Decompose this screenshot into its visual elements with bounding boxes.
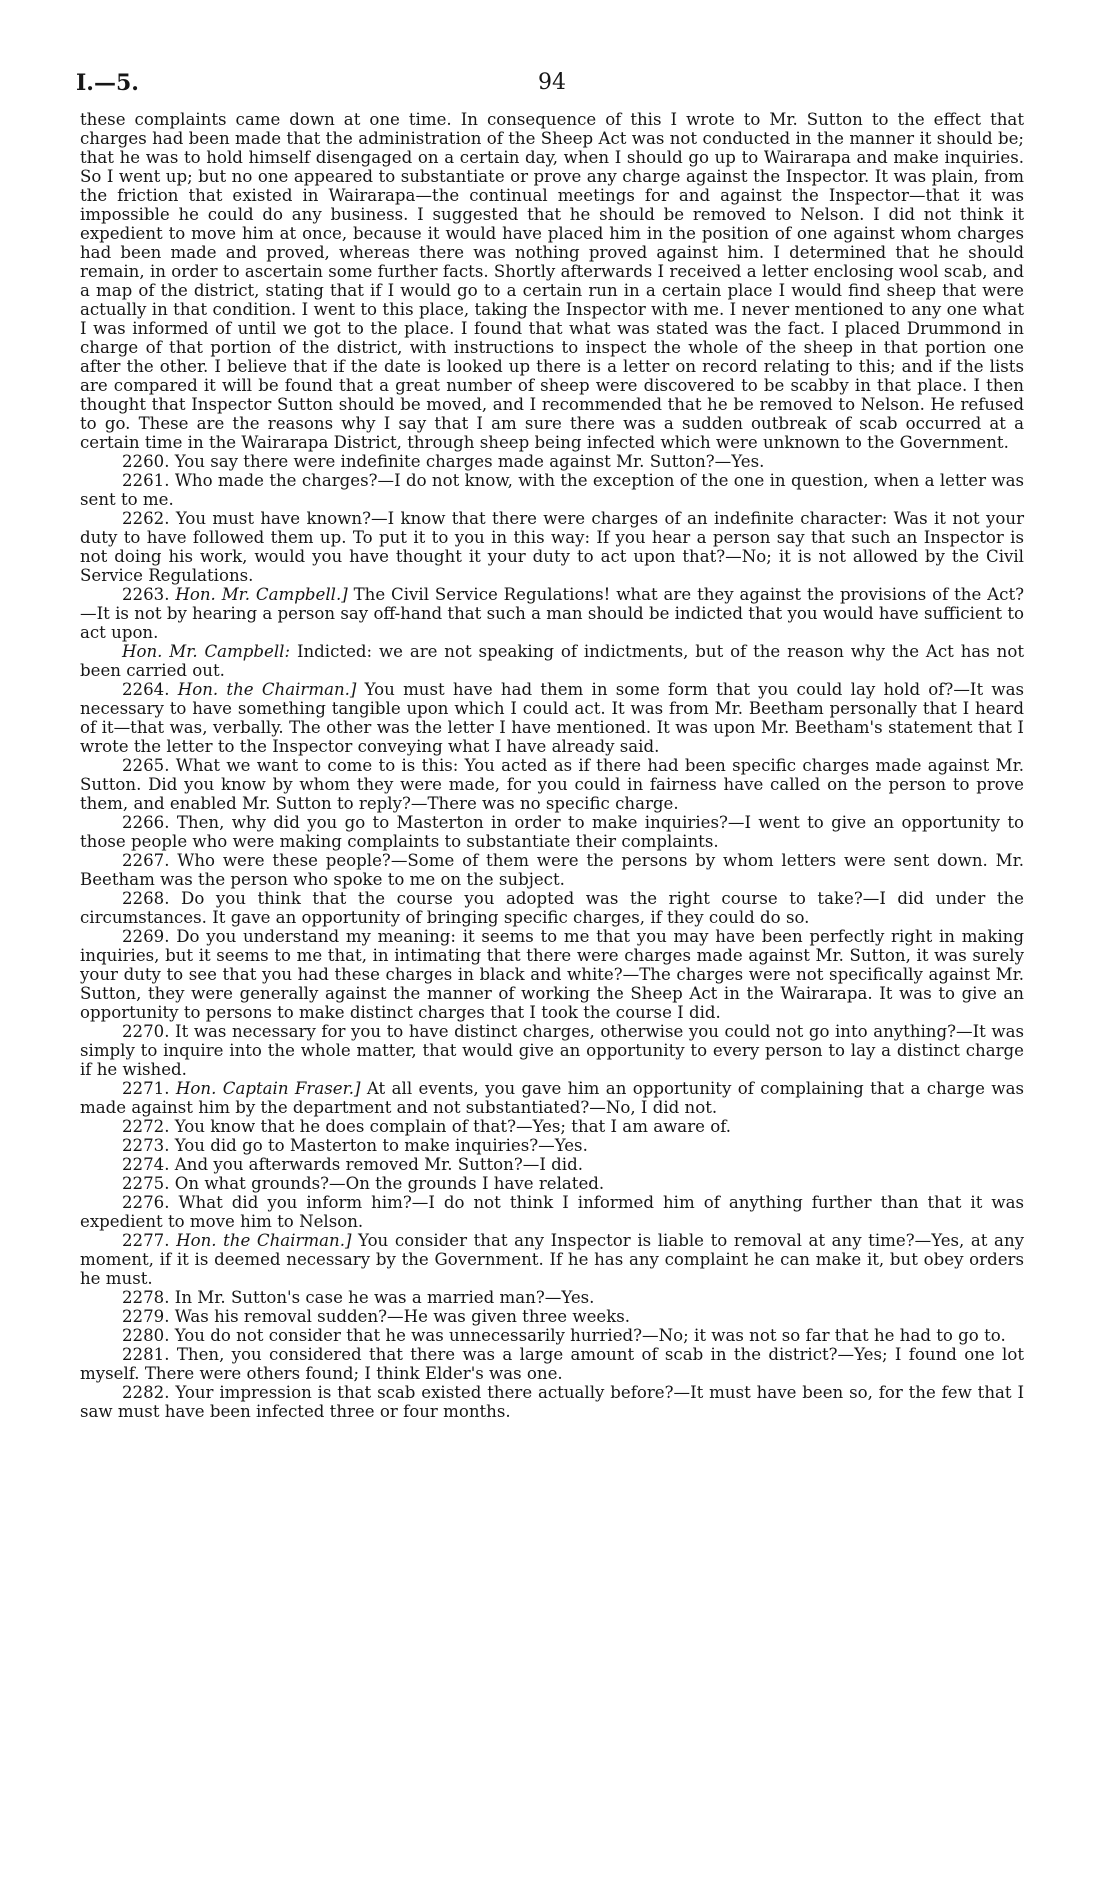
paragraph-text: 2261. Who made the charges?—I do not know, with the exception of the one in question, when a letter was sent to me. <box>80 471 1024 509</box>
question-paragraph <box>80 680 1024 756</box>
paragraph-text: Indicted: we are not speaking of indictments, but of the reason why the Act has not been carried out. <box>80 642 1024 680</box>
speaker-name: Hon. Mr. Campbell.] <box>175 585 348 604</box>
paragraph-text: You consider that any Inspector is liable to removal at any time?—Yes, at any moment, if it is deemed necessary by the Government. If he has any complaint he can make it, but obey orders he must. <box>80 1231 1025 1288</box>
paragraph-text: 2279. Was his removal sudden?—He was given three weeks. <box>122 1307 631 1326</box>
paragraph-text: 2270. It was necessary for you to have distinct charges, otherwise you could not go into anything?—It was simply to inquire into the whole matter, that would give an opportunity to every person to lay a distinct charge if he wished. <box>80 1022 1024 1079</box>
paragraph-text: 2268. Do you think that the course you adopted was the right course to take?—I did under the circumstances. It gave an opportunity of bringing specific charges, if they could do so. <box>80 889 1024 927</box>
page-number: 94 <box>538 70 566 95</box>
document-page <box>76 70 1025 1421</box>
speaker-name: Hon. the Chairman.] <box>177 680 357 699</box>
speaker-name: Hon. Captain Fraser.] <box>175 1079 361 1098</box>
question-number: 2271. <box>122 1079 176 1098</box>
evidence-text <box>80 110 1024 1421</box>
paragraph-text: 2273. You did go to Masterton to make inquiries?—Yes. <box>122 1136 588 1155</box>
question-paragraph <box>80 813 1024 851</box>
question-paragraph <box>80 509 1024 585</box>
question-number: 2263. <box>122 585 176 604</box>
question-paragraph <box>80 889 1024 927</box>
paragraph-text: 2267. Who were these people?—Some of them were the persons by whom letters were sent down. Mr. Beetham was the person who spoke to me on the subject. <box>80 851 1024 889</box>
question-paragraph <box>80 756 1024 813</box>
question-paragraph <box>80 1231 1024 1288</box>
speaker-name: Hon. the Chairman.] <box>176 1231 352 1250</box>
question-paragraph <box>80 642 1024 680</box>
question-paragraph <box>80 927 1024 1022</box>
paragraph-text: 2280. You do not consider that he was unnecessarily hurried?—No; it was not so far that he had to go to. <box>122 1326 1006 1345</box>
page-header <box>76 70 1024 110</box>
paragraph-text: these complaints came down at one time. In consequence of this I wrote to Mr. Sutton to the effect that charges had been made that the administration of the Sheep Act was not conducted in the manner it should be; that he was to hold himself disengaged on a certain day, when I should go up to Wairarapa and make inquiries. So I went up; but no one appeared to substantiate or prove any charge against the Inspector. It was plain, from the friction that existed in Wairarapa—the continual meetings for and against the Inspector—that it was impossible he could do any business. I suggested that he should be removed to Nelson. I did not think it expedient to move him at once, because it would have placed him in the position of one against whom charges had been made and proved, whereas there was nothing proved against him. I determined that he should remain, in order to ascertain some further facts. Shortly afterwards I received a letter enclosing wool scab, and a map of the district, stating that if I would go to a certain run in a certain place I would find sheep that were actually in that condition. I went to this place, taking the Inspector with me. I never mentioned to any one what I was informed of until we got to the place. I found that what was stated was the fact. I placed Drummond in charge of that portion of the district, with instructions to inspect the whole of the sheep in that portion one after the other. I believe that if the date is looked up there is a letter on record relating to this; and if the lists are compared it will be found that a great number of sheep were discovered to be scabby in that place. I then thought that Inspector Sutton should be moved, and I recommended that he be removed to Nelson. He refused to go. These are the reasons why I say that I am sure there was a sudden outbreak of scab occurred at a certain time in the Wairarapa District, through sheep being infected which were unknown to the Government. <box>80 110 1024 452</box>
paragraph-text: 2282. Your impression is that scab existed there actually before?—It must have been so, for the few that I saw must have been infected three or four months. <box>80 1383 1024 1421</box>
question-paragraph <box>80 1022 1024 1079</box>
question-paragraph <box>80 1307 1024 1326</box>
speaker-name: Hon. Mr. Campbell: <box>122 642 291 661</box>
paragraph-text: 2269. Do you understand my meaning: it seems to me that you may have been perfectly right in making inquiries, but it seems to me that, in intimating that there were charges made against Mr. Sutton, it was surely your duty to see that you had these charges in black and white?—The charges were not specifically against Mr. Sutton, they were generally against the manner of working the Sheep Act in the Wairarapa. It was to give an opportunity to persons to make distinct charges that I took the course I did. <box>80 927 1024 1022</box>
question-paragraph <box>80 1117 1024 1136</box>
question-paragraph <box>80 585 1024 642</box>
question-paragraph <box>80 851 1024 889</box>
paragraph-text: 2265. What we want to come to is this: You acted as if there had been specific charges made against Mr. Sutton. Did you know by whom they were made, for you could in fairness have called on the person to prove them, and enabled Mr. Sutton to reply?—There was no specific charge. <box>80 756 1024 813</box>
paragraph-text: You must have had them in some form that you could lay hold of?—It was necessary to have something tangible upon which I could act. It was from Mr. Beetham personally that I heard of it—that was, verbally. The other was the letter I have mentioned. It was upon Mr. Beetham's statement that I wrote the letter to the Inspector conveying what I have already said. <box>80 680 1024 756</box>
question-paragraph <box>80 452 1024 471</box>
question-paragraph <box>80 471 1024 509</box>
paragraph-text: 2272. You know that he does complain of that?—Yes; that I am aware of. <box>122 1117 732 1136</box>
paragraph-text: 2276. What did you inform him?—I do not think I informed him of anything further than that it was expedient to move him to Nelson. <box>80 1193 1024 1231</box>
question-paragraph <box>80 1326 1024 1345</box>
paragraph-text: 2281. Then, you considered that there was a large amount of scab in the district?—Yes; I found one lot myself. There were others found; I think Elder's was one. <box>80 1345 1024 1383</box>
question-paragraph <box>80 1383 1024 1421</box>
question-paragraph <box>80 1174 1024 1193</box>
question-paragraph <box>80 1288 1024 1307</box>
question-paragraph <box>80 1155 1024 1174</box>
section-reference: I.—5. <box>76 70 139 96</box>
question-paragraph <box>80 1345 1024 1383</box>
question-number: 2264. <box>122 680 178 699</box>
paragraph-text: At all events, you gave him an opportunity of complaining that a charge was made against him by the department and not substantiated?—No, I did not. <box>80 1079 1025 1117</box>
question-number: 2277. <box>122 1231 177 1250</box>
paragraph-text: 2262. You must have known?—I know that there were charges of an indefinite character: Was it not your duty to have followed them up. To put it to you in this way: If you hear a person say that such an Inspector is not doing his work, would you have thought it your duty to act upon that?—No; it is not allowed by the Civil Service Regulations. <box>80 509 1024 585</box>
paragraph-text: The Civil Service Regulations! what are they against the provisions of the Act?—It is not by hearing a person say off-hand that such a man should be indicted that you would have sufficient to act upon. <box>80 585 1025 642</box>
paragraph-text: 2274. And you afterwards removed Mr. Sutton?—I did. <box>122 1155 584 1174</box>
paragraph-text: 2275. On what grounds?—On the grounds I have related. <box>122 1174 605 1193</box>
question-paragraph <box>80 1079 1024 1117</box>
question-paragraph <box>80 1136 1024 1155</box>
paragraph-text: 2278. In Mr. Sutton's case he was a married man?—Yes. <box>122 1288 595 1307</box>
continued-paragraph <box>80 110 1024 452</box>
paragraph-text: 2260. You say there were indefinite charges made against Mr. Sutton?—Yes. <box>122 452 765 471</box>
paragraph-text: 2266. Then, why did you go to Masterton in order to make inquiries?—I went to give an opportunity to those people who were making complaints to substantiate their complaints. <box>80 813 1024 851</box>
question-paragraph <box>80 1193 1024 1231</box>
